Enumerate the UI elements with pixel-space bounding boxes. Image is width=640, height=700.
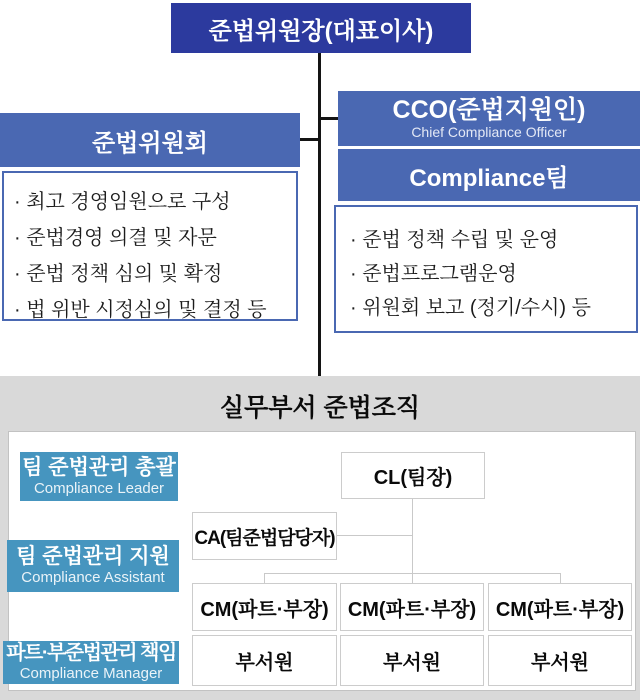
cco-subtitle: Chief Compliance Officer xyxy=(411,123,567,140)
committee-item: · 최고 경영임원으로 구성 xyxy=(14,191,231,213)
cl-vertical-connector xyxy=(412,499,413,583)
role-ko-label: 팀 준법관리 지원 xyxy=(16,545,170,569)
ca-node xyxy=(192,512,337,560)
ca-label: CA(팀준법담당자) xyxy=(194,527,335,549)
cm3-drop-connector xyxy=(560,573,561,583)
compliance-team-label: Compliance팀 xyxy=(409,164,569,192)
role-ko-label: 파트·부준법관리 책임 xyxy=(6,642,176,665)
practice-section-title: 실무부서 준법조직 xyxy=(219,394,421,422)
cm1-drop-connector xyxy=(264,573,265,583)
cco-item: · 준법프로그램운영 xyxy=(350,263,517,285)
role-en-label: Compliance Manager xyxy=(19,665,163,683)
committee-detail-list xyxy=(2,171,298,321)
cl-node xyxy=(341,452,485,499)
role-en-label: Compliance Assistant xyxy=(21,569,165,587)
role-label-compliance-leader xyxy=(20,452,178,501)
cm-node-2 xyxy=(340,583,484,631)
role-label-compliance-assistant xyxy=(7,540,179,592)
committee-node xyxy=(0,113,300,167)
cco-detail-list xyxy=(334,205,638,333)
staff-label: 부서원 xyxy=(235,652,294,674)
ca-horizontal-connector xyxy=(337,535,412,536)
root-vertical-connector xyxy=(318,53,321,376)
committee-item: · 법 위반 시정심의 및 결정 등 xyxy=(14,299,267,321)
cm-label: CM(파트·부장) xyxy=(200,598,329,621)
staff-node-1 xyxy=(192,635,337,686)
cco-item: · 위원회 보고 (정기/수시) 등 xyxy=(350,297,591,319)
staff-node-2 xyxy=(340,635,484,686)
staff-label: 부서원 xyxy=(383,652,441,674)
committee-item: · 준법 정책 심의 및 확정 xyxy=(14,263,223,285)
role-label-compliance-manager xyxy=(3,641,179,684)
staff-label: 부서원 xyxy=(531,652,589,674)
cm-node-1 xyxy=(192,583,337,631)
cm-label: CM(파트·부장) xyxy=(495,598,625,621)
committee-branch-connector xyxy=(300,138,318,141)
committee-title: 준법위원회 xyxy=(92,129,208,157)
cm-label: CM(파트·부장) xyxy=(347,598,477,621)
cl-label: CL(팀장) xyxy=(373,467,453,489)
cco-item: · 준법 정책 수립 및 운영 xyxy=(350,229,559,251)
staff-node-3 xyxy=(488,635,632,686)
cco-node xyxy=(338,91,640,146)
cco-branch-connector xyxy=(321,117,338,120)
role-en-label: Compliance Leader xyxy=(33,479,165,497)
root-node-compliance-chairman xyxy=(171,3,471,53)
compliance-team-node xyxy=(338,149,640,201)
cm-node-3 xyxy=(488,583,632,631)
committee-item: · 준법경영 의결 및 자문 xyxy=(14,227,217,249)
cm-horizontal-connector xyxy=(264,573,561,574)
cco-title: CCO(준법지원인) xyxy=(392,96,586,125)
root-node-label: 준법위원장(대표이사) xyxy=(208,17,434,45)
role-ko-label: 팀 준법관리 총괄 xyxy=(22,455,176,479)
